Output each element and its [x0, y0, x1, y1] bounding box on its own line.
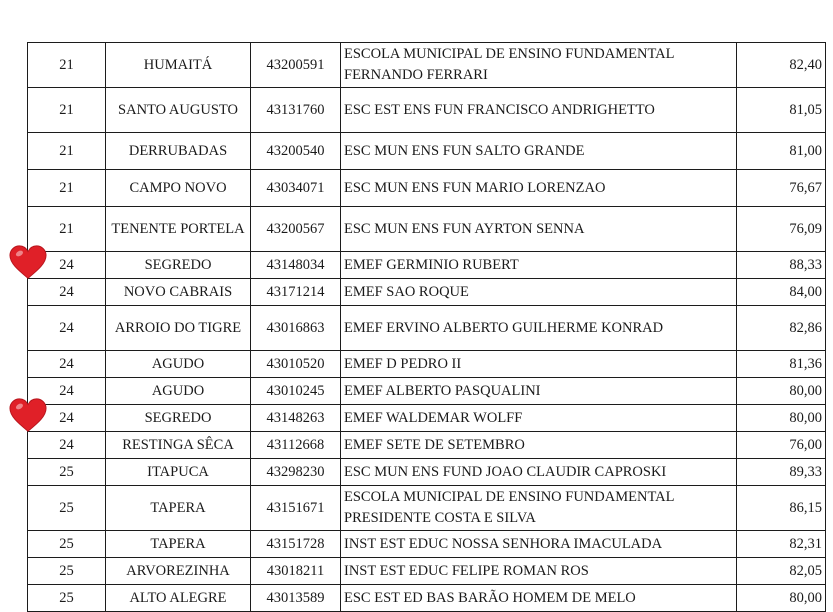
score-cell: 86,15: [737, 486, 826, 531]
school-name-cell: EMEF ALBERTO PASQUALINI: [341, 378, 737, 405]
rank-cell: 21: [28, 43, 106, 88]
school-name-cell: EMEF SETE DE SETEMBRO: [341, 432, 737, 459]
school-code-cell: 43200567: [251, 207, 341, 252]
table-row: [28, 207, 826, 252]
score-cell: 82,86: [737, 306, 826, 351]
city-cell: NOVO CABRAIS: [106, 279, 251, 306]
rank-cell: 21: [28, 133, 106, 170]
score-cell: 76,00: [737, 432, 826, 459]
school-code-cell: 43151671: [251, 486, 341, 531]
school-name-cell: ESC MUN ENS FUN SALTO GRANDE: [341, 133, 737, 170]
school-name-cell: INST EST EDUC FELIPE ROMAN ROS: [341, 558, 737, 585]
school-code-cell: 43010520: [251, 351, 341, 378]
table-row: [28, 558, 826, 585]
score-cell: 88,33: [737, 252, 826, 279]
score-cell: 80,00: [737, 405, 826, 432]
city-cell: TAPERA: [106, 531, 251, 558]
table-row: [28, 585, 826, 612]
rank-cell: 24: [28, 405, 106, 432]
table-row: [28, 405, 826, 432]
table-row: [28, 252, 826, 279]
school-name-cell: ESC EST ENS FUN FRANCISCO ANDRIGHETTO: [341, 88, 737, 133]
city-cell: TAPERA: [106, 486, 251, 531]
city-cell: AGUDO: [106, 378, 251, 405]
school-name-cell: INST EST EDUC NOSSA SENHORA IMACULADA: [341, 531, 737, 558]
rank-cell: 21: [28, 207, 106, 252]
rank-cell: 21: [28, 88, 106, 133]
school-code-cell: 43148263: [251, 405, 341, 432]
heart-icon: [9, 398, 47, 434]
city-cell: ITAPUCA: [106, 459, 251, 486]
school-code-cell: 43298230: [251, 459, 341, 486]
table-row: [28, 459, 826, 486]
rank-cell: 21: [28, 170, 106, 207]
school-code-cell: 43112668: [251, 432, 341, 459]
rank-cell: 24: [28, 279, 106, 306]
score-cell: 89,33: [737, 459, 826, 486]
score-cell: 80,00: [737, 585, 826, 612]
school-name-cell: ESCOLA MUNICIPAL DE ENSINO FUNDAMENTAL FERNANDO FERRARI: [341, 43, 737, 88]
rank-cell: 24: [28, 378, 106, 405]
school-name-cell: ESCOLA MUNICIPAL DE ENSINO FUNDAMENTAL PRESIDENTE COSTA E SILVA: [341, 486, 737, 531]
school-code-cell: 43016863: [251, 306, 341, 351]
table-row: [28, 531, 826, 558]
table-row: [28, 432, 826, 459]
rank-cell: 25: [28, 459, 106, 486]
school-code-cell: 43200540: [251, 133, 341, 170]
city-cell: RESTINGA SÊCA: [106, 432, 251, 459]
table-row: [28, 279, 826, 306]
school-code-cell: 43034071: [251, 170, 341, 207]
school-code-cell: 43131760: [251, 88, 341, 133]
table-row: [28, 43, 826, 88]
score-cell: 76,09: [737, 207, 826, 252]
school-code-cell: 43151728: [251, 531, 341, 558]
city-cell: AGUDO: [106, 351, 251, 378]
rank-cell: 25: [28, 531, 106, 558]
school-name-cell: ESC MUN ENS FUND JOAO CLAUDIR CAPROSKI: [341, 459, 737, 486]
school-name-cell: ESC MUN ENS FUN MARIO LORENZAO: [341, 170, 737, 207]
rank-cell: 25: [28, 486, 106, 531]
score-cell: 84,00: [737, 279, 826, 306]
school-name-cell: ESC MUN ENS FUN AYRTON SENNA: [341, 207, 737, 252]
table-row: [28, 486, 826, 531]
school-name-cell: EMEF SAO ROQUE: [341, 279, 737, 306]
school-name-cell: EMEF ERVINO ALBERTO GUILHERME KONRAD: [341, 306, 737, 351]
city-cell: SANTO AUGUSTO: [106, 88, 251, 133]
city-cell: ARROIO DO TIGRE: [106, 306, 251, 351]
city-cell: DERRUBADAS: [106, 133, 251, 170]
table-row: [28, 133, 826, 170]
school-code-cell: 43171214: [251, 279, 341, 306]
heart-icon: [9, 245, 47, 281]
rank-cell: 25: [28, 558, 106, 585]
table-row: [28, 88, 826, 133]
city-cell: HUMAITÁ: [106, 43, 251, 88]
school-ranking-table: [27, 42, 826, 612]
city-cell: TENENTE PORTELA: [106, 207, 251, 252]
score-cell: 82,40: [737, 43, 826, 88]
school-code-cell: 43200591: [251, 43, 341, 88]
score-cell: 81,00: [737, 133, 826, 170]
city-cell: CAMPO NOVO: [106, 170, 251, 207]
rank-cell: 24: [28, 351, 106, 378]
score-cell: 80,00: [737, 378, 826, 405]
table-row: [28, 351, 826, 378]
rank-cell: 25: [28, 585, 106, 612]
rank-cell: 24: [28, 252, 106, 279]
school-code-cell: 43010245: [251, 378, 341, 405]
city-cell: ARVOREZINHA: [106, 558, 251, 585]
table-row: [28, 170, 826, 207]
rank-cell: 24: [28, 432, 106, 459]
rank-cell: 24: [28, 306, 106, 351]
table-row: [28, 306, 826, 351]
school-code-cell: 43013589: [251, 585, 341, 612]
score-cell: 81,05: [737, 88, 826, 133]
school-name-cell: EMEF WALDEMAR WOLFF: [341, 405, 737, 432]
school-code-cell: 43018211: [251, 558, 341, 585]
score-cell: 81,36: [737, 351, 826, 378]
city-cell: SEGREDO: [106, 252, 251, 279]
score-cell: 82,05: [737, 558, 826, 585]
school-name-cell: EMEF D PEDRO II: [341, 351, 737, 378]
city-cell: SEGREDO: [106, 405, 251, 432]
city-cell: ALTO ALEGRE: [106, 585, 251, 612]
school-code-cell: 43148034: [251, 252, 341, 279]
score-cell: 76,67: [737, 170, 826, 207]
school-name-cell: ESC EST ED BAS BARÃO HOMEM DE MELO: [341, 585, 737, 612]
score-cell: 82,31: [737, 531, 826, 558]
table-row: [28, 378, 826, 405]
table-body: [28, 43, 826, 612]
school-name-cell: EMEF GERMINIO RUBERT: [341, 252, 737, 279]
